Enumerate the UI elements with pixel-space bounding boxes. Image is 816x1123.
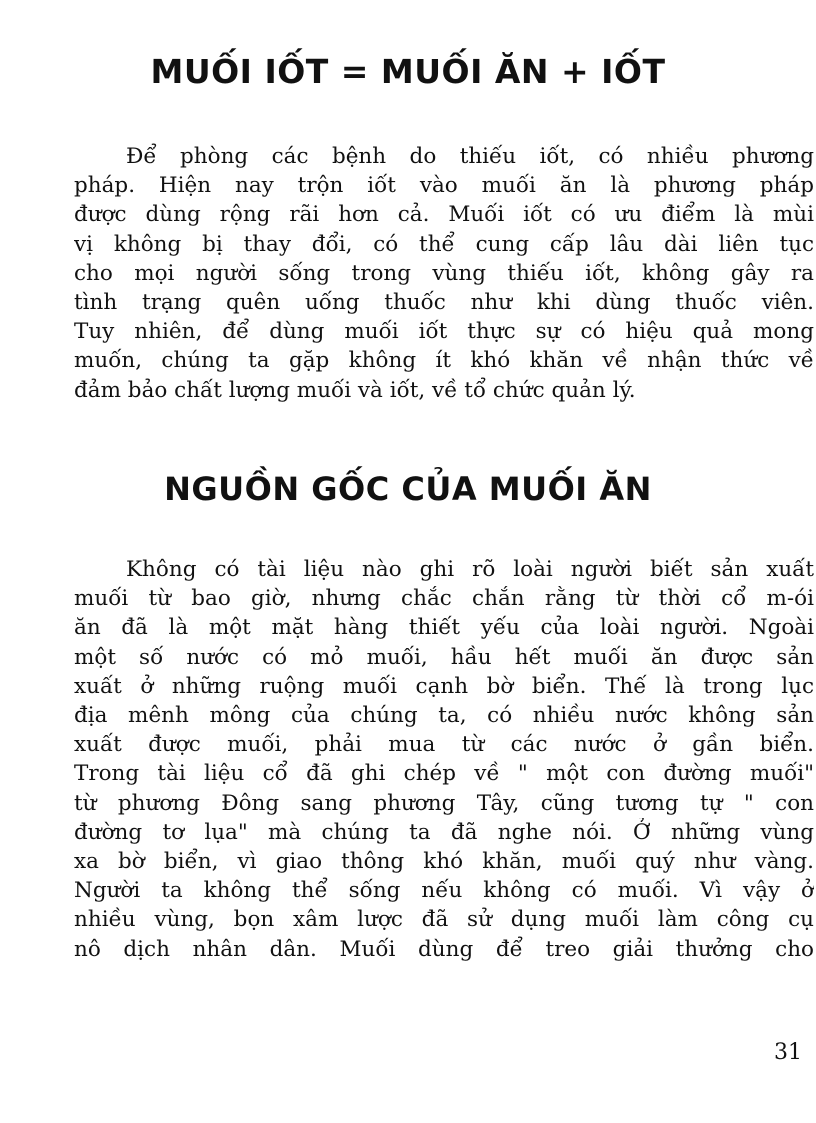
paragraph-salt-origin	[74, 555, 814, 964]
page-number: 31	[774, 1040, 802, 1065]
text-line: Để phòng các bệnh do thiếu iốt, có nhiều phương	[126, 144, 814, 169]
section-title-iodized-salt: MUỐI IỐT = MUỐI ĂN + IỐT	[150, 52, 666, 91]
section-title-salt-origin: NGUỒN GỐC CỦA MUỐI ĂN	[164, 470, 652, 508]
text-line: Không có tài liệu nào ghi rõ loài người biết sản xuất	[126, 557, 814, 582]
text-line: muối từ bao giờ, nhưng chắc chắn rằng từ thời cổ m-ói	[74, 586, 814, 612]
text-line: cho mọi người sống trong vùng thiếu iốt, không gây ra	[74, 260, 814, 286]
text-line: địa mênh mông của chúng ta, có nhiều nước không sản	[74, 703, 814, 729]
text-line: đường tơ lụa" mà chúng ta đã nghe nói. Ở những vùng	[74, 819, 814, 845]
text-line: vị không bị thay đổi, có thể cung cấp lâu dài liên tục	[74, 231, 814, 257]
text-line: nô dịch nhân dân. Muối dùng để treo giải thưởng cho	[74, 936, 814, 962]
text-line: từ phương Đông sang phương Tây, cũng tương tự " con	[74, 790, 814, 816]
text-line: Tuy nhiên, để dùng muối iốt thực sự có hiệu quả mong	[74, 319, 814, 345]
text-line: xa bờ biển, vì giao thông khó khăn, muối quý như vàng.	[74, 849, 814, 875]
text-line: ăn đã là một mặt hàng thiết yếu của loài người. Ngoài	[74, 615, 814, 641]
text-line: Người ta không thể sống nếu không có muối. Vì vậy ở	[74, 878, 814, 904]
paragraph-iodized-salt	[74, 142, 814, 405]
text-line: nhiều vùng, bọn xâm lược đã sử dụng muối làm công cụ	[74, 907, 814, 933]
text-line: đảm bảo chất lượng muối và iốt, về tổ chức quản lý.	[74, 377, 636, 403]
text-line: pháp. Hiện nay trộn iốt vào muối ăn là phương pháp	[74, 173, 814, 199]
text-line: xuất được muối, phải mua từ các nước ở gần biển.	[74, 732, 814, 758]
text-line: muốn, chúng ta gặp không ít khó khăn về nhận thức về	[74, 348, 814, 374]
text-line: được dùng rộng rãi hơn cả. Muối iốt có ưu điểm là mùi	[74, 202, 814, 228]
text-line: Trong tài liệu cổ đã ghi chép về " một con đường muối"	[74, 761, 814, 787]
text-line: xuất ở những ruộng muối cạnh bờ biển. Thế là trong lục	[74, 673, 814, 699]
text-line: tình trạng quên uống thuốc như khi dùng thuốc viên.	[74, 290, 814, 316]
text-line: một số nước có mỏ muối, hầu hết muối ăn được sản	[74, 644, 814, 670]
